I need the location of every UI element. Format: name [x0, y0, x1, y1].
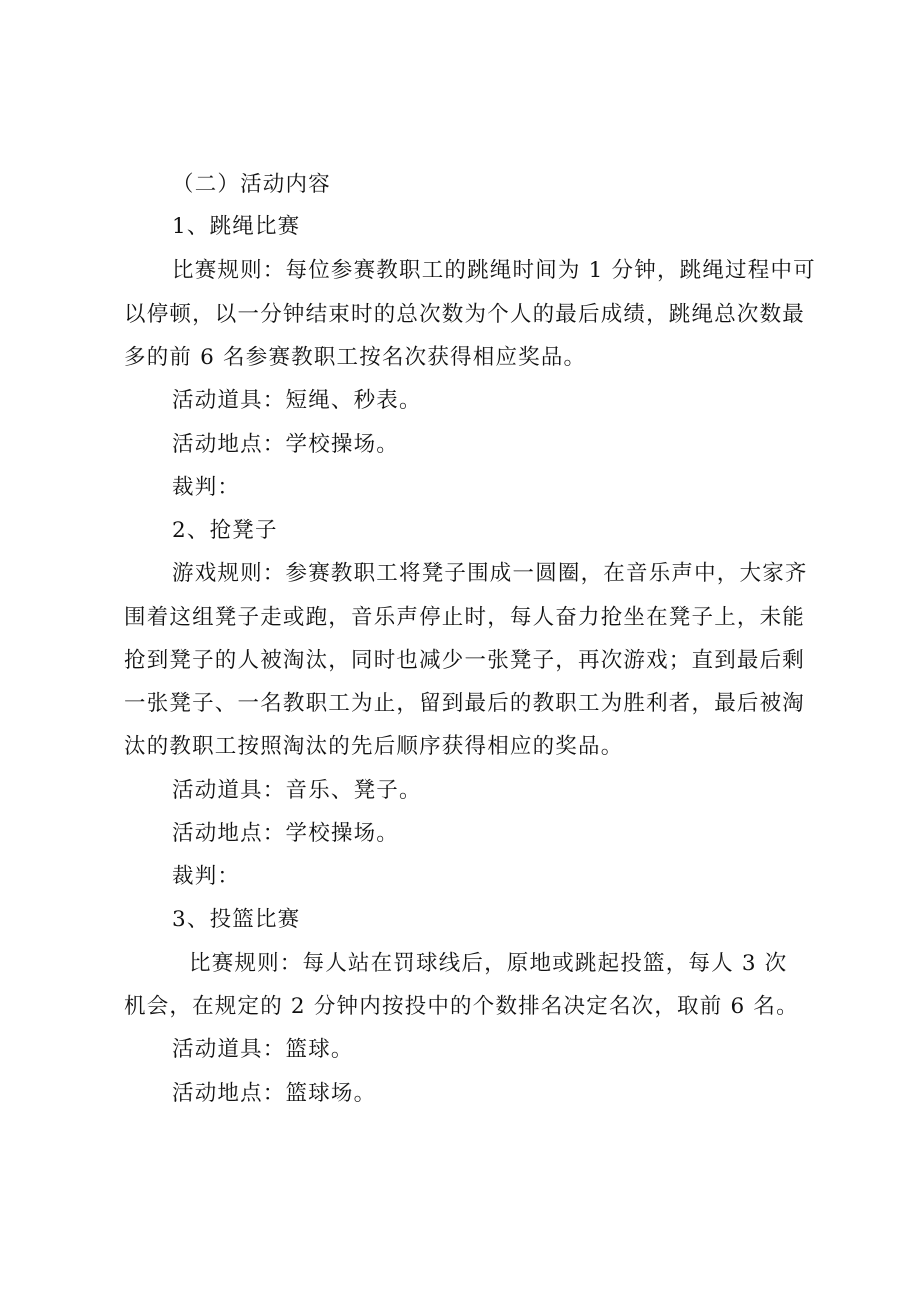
section-title: （二）活动内容 — [172, 172, 331, 197]
item-2-referee: 裁判： — [172, 864, 241, 889]
item-2-rule-line-1: 游戏规则：参赛教职工将凳子围成一圆圈，在音乐声中，大家齐 — [172, 561, 808, 586]
item-2-rule-line-5: 汰的教职工按照淘汰的先后顺序获得相应的奖品。 — [124, 734, 624, 759]
item-2-rule-line-3: 抢到凳子的人被淘汰，同时也减少一张凳子，再次游戏；直到最后剩 — [124, 648, 806, 673]
item-3-location: 活动地点：篮球场。 — [172, 1081, 377, 1106]
item-3-rule-line-2: 机会，在规定的 2 分钟内按投中的个数排名决定名次，取前 6 名。 — [124, 994, 799, 1019]
item-2-rule-line-2: 围着这组凳子走或跑，音乐声停止时，每人奋力抢坐在凳子上，未能 — [124, 605, 806, 630]
item-3-rule-line-1: 比赛规则：每人站在罚球线后，原地或跳起投篮，每人 3 次 — [189, 951, 788, 976]
item-1-heading: 1、跳绳比赛 — [172, 214, 301, 239]
item-2-tools: 活动道具：音乐、凳子。 — [172, 778, 422, 803]
item-1-referee: 裁判： — [172, 475, 241, 500]
item-2-heading: 2、抢凳子 — [172, 518, 278, 543]
item-3-heading: 3、投篮比赛 — [172, 907, 301, 932]
item-1-rule-line-3: 多的前 6 名参赛教职工按名次获得相应奖品。 — [124, 345, 587, 370]
item-3-tools: 活动道具：篮球。 — [172, 1037, 354, 1062]
item-2-rule-line-4: 一张凳子、一名教职工为止，留到最后的教职工为胜利者，最后被淘 — [124, 691, 806, 716]
item-1-rule-line-1: 比赛规则：每位参赛教职工的跳绳时间为 1 分钟，跳绳过程中可 — [172, 258, 816, 283]
item-1-tools: 活动道具：短绳、秒表。 — [172, 388, 422, 413]
item-1-location: 活动地点：学校操场。 — [172, 432, 400, 457]
item-2-location: 活动地点：学校操场。 — [172, 821, 400, 846]
item-1-rule-line-2: 以停顿，以一分钟结束时的总次数为个人的最后成绩，跳绳总次数最 — [124, 302, 806, 327]
